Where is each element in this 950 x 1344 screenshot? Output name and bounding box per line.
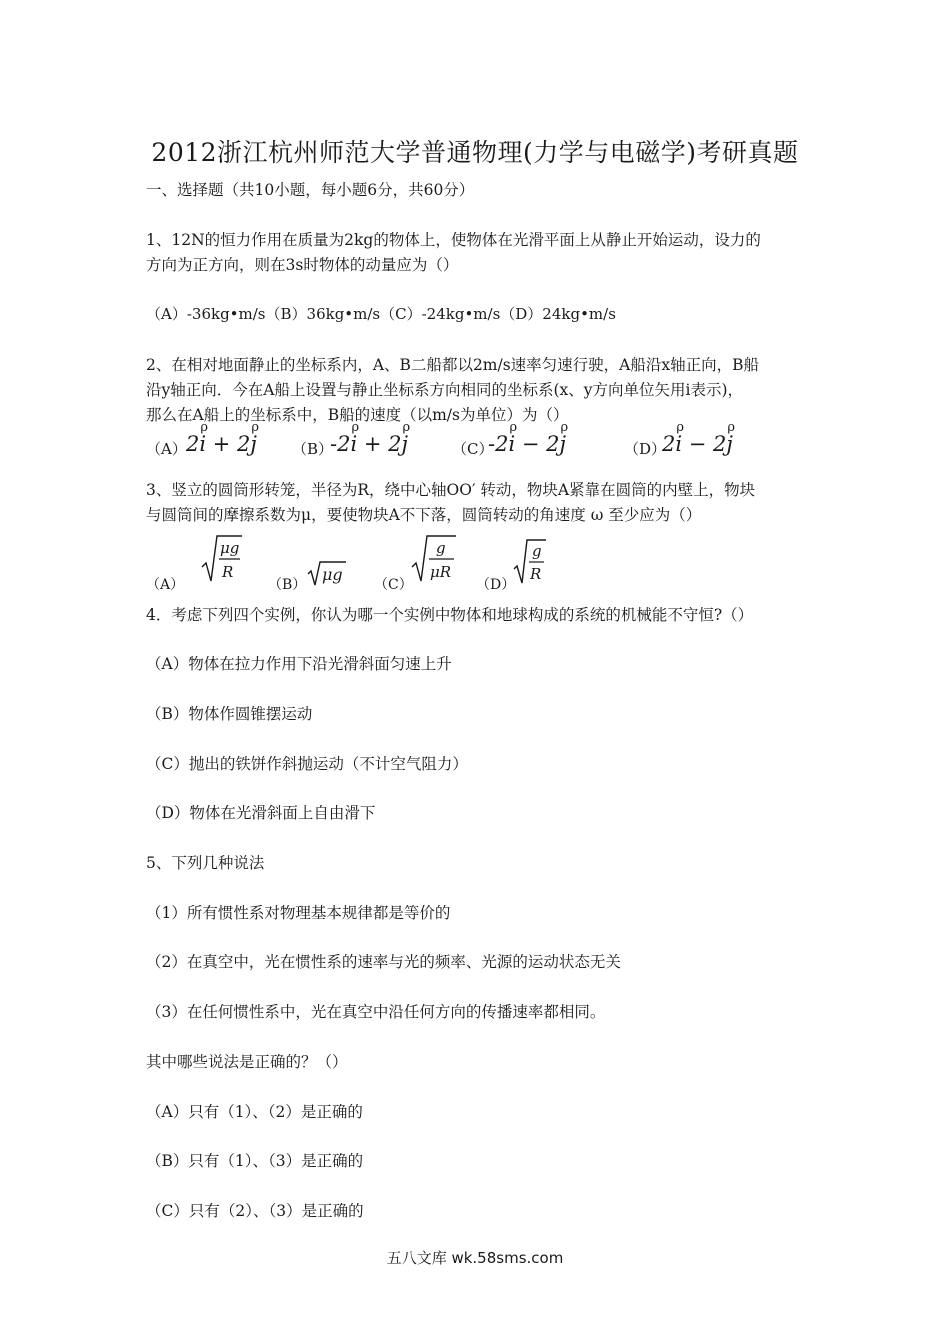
svg-text:μg: μg	[322, 565, 343, 584]
q5-option-a: （A）只有（1）、（2）是正确的	[146, 1103, 363, 1121]
q1-options: （A）-36kg•m/s（B）36kg•m/s（C）-24kg•m/s（D）24kg•m/s	[146, 305, 616, 323]
q1-line-1: 1、12N的恒力作用在质量为2kg的物体上，使物体在光滑平面上从静止开始运动，设力的	[146, 231, 761, 249]
q2-line-3: 那么在A船上的坐标系中，B船的速度（以m/s为单位）为（）	[146, 406, 569, 424]
page-title: 2012浙江杭州师范大学普通物理(力学与电磁学)考研真题	[151, 138, 799, 167]
q5-option-c: （C）只有（2）、（3）是正确的	[146, 1202, 364, 1220]
q3-option-a-formula	[200, 533, 244, 585]
svg-text:g: g	[436, 539, 446, 557]
q2-option-c-label: （C）	[452, 440, 494, 458]
q2-option-a-formula: 2i ρ + 2j ρ	[186, 420, 260, 456]
q3-option-b-formula	[306, 560, 348, 588]
q2-option-b-label: （B）	[292, 440, 334, 458]
q3-line-1: 3、竖立的圆筒形转笼，半径为R，绕中心轴OO′ 转动，物块A紧靠在圆筒的内壁上，物块	[146, 481, 756, 499]
svg-text:g: g	[532, 542, 542, 560]
q5-statement-3: （3）在任何惯性系中，光在真空中沿任何方向的传播速率都相同。	[146, 1003, 606, 1021]
q5-option-b: （B）只有（1）、（3）是正确的	[146, 1152, 364, 1170]
section-heading: 一、选择题（共10小题，每小题6分，共60分）	[146, 181, 475, 199]
q5-stem: 5、下列几种说法	[146, 854, 265, 872]
footer-watermark: 五八文库 wk.58sms.com	[386, 1249, 564, 1267]
svg-text:R: R	[530, 565, 542, 583]
q4-option-a: （A）物体在拉力作用下沿光滑斜面匀速上升	[146, 655, 452, 673]
q4-option-c: （C）抛出的铁饼作斜抛运动（不计空气阻力）	[146, 755, 468, 773]
q2-option-c-formula: -2i ρ − 2j ρ	[488, 420, 569, 456]
q5-statement-2: （2）在真空中，光在惯性系的速率与光的频率、光源的运动状态无关	[146, 953, 621, 971]
q4-option-b: （B）物体作圆锥摆运动	[146, 705, 313, 723]
q3-option-c-label: （C）	[374, 577, 413, 593]
q5-statement-1: （1）所有惯性系对物理基本规律都是等价的	[146, 904, 451, 922]
q2-line-1: 2、在相对地面静止的坐标系内，A、B二船都以2m/s速率匀速行驶，A船沿x轴正向，B船	[146, 356, 760, 374]
q3-option-c-formula	[410, 533, 458, 585]
q3-line-2: 与圆筒间的摩擦系数为μ，要使物块A不下落，圆筒转动的角速度 ω 至少应为（）	[146, 506, 702, 524]
q3-option-d-formula	[512, 537, 548, 587]
q2-line-2: 沿y轴正向．今在A船上设置与静止坐标系方向相同的坐标系(x、y方向单位矢用i表示)，	[146, 381, 744, 399]
svg-text:μg: μg	[220, 539, 240, 557]
svg-text:μR: μR	[430, 563, 452, 581]
q5-question: 其中哪些说法是正确的？（）	[146, 1053, 348, 1071]
q3-option-b-label: （B）	[268, 577, 307, 593]
q3-option-a-label: （A）	[146, 577, 185, 593]
q1-line-2: 方向为正方向，则在3s时物体的动量应为（）	[146, 256, 459, 274]
q3-option-d-label: （D）	[476, 577, 516, 593]
q4-stem: 4．考虑下列四个实例，你认为哪一个实例中物体和地球构成的系统的机械能不守恒?（）	[146, 606, 754, 624]
q2-option-a-label: （A）	[146, 440, 187, 458]
svg-text:R: R	[222, 563, 234, 581]
q2-option-b-formula: -2i ρ + 2j ρ	[330, 420, 411, 456]
q2-option-d-label: （D）	[624, 440, 667, 458]
q4-option-d: （D）物体在光滑斜面上自由滑下	[146, 804, 376, 822]
q2-option-d-formula: 2i ρ − 2j ρ	[662, 420, 736, 456]
